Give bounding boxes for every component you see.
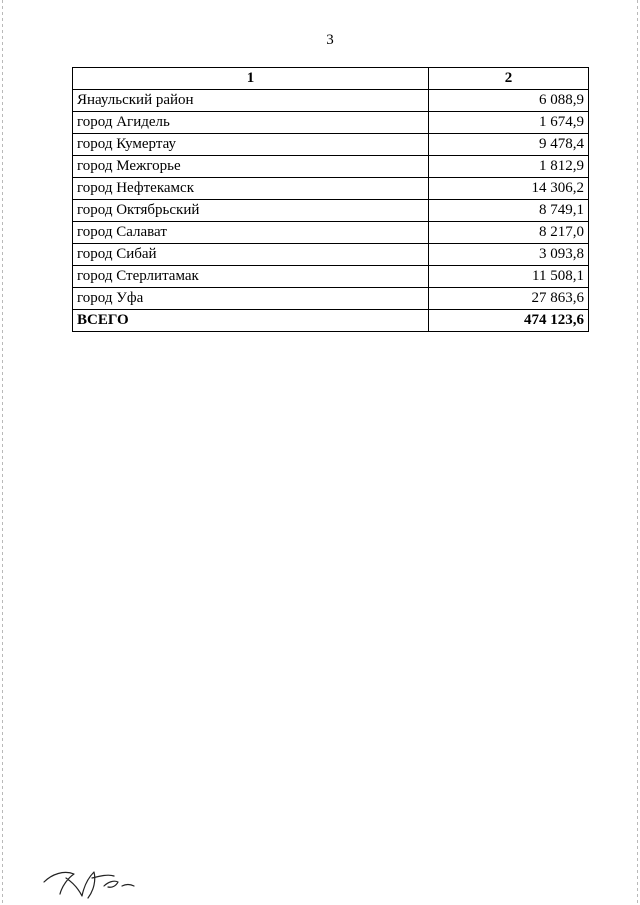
- table-row: [73, 156, 589, 178]
- row-value: 6 088,9: [429, 90, 589, 112]
- data-table: [72, 67, 589, 332]
- row-name: Янаульский район: [73, 90, 429, 112]
- row-value: 1 674,9: [429, 112, 589, 134]
- table-row: [73, 112, 589, 134]
- table-row: [73, 200, 589, 222]
- row-name: город Агидель: [73, 112, 429, 134]
- column-header-1: 1: [73, 68, 429, 90]
- row-name: город Уфа: [73, 288, 429, 310]
- total-label: ВСЕГО: [73, 310, 429, 332]
- row-name: город Межгорье: [73, 156, 429, 178]
- row-name: город Салават: [73, 222, 429, 244]
- handwritten-signature: [38, 852, 148, 904]
- table-row: [73, 244, 589, 266]
- row-value: 3 093,8: [429, 244, 589, 266]
- column-header-2: 2: [429, 68, 589, 90]
- row-name: город Кумертау: [73, 134, 429, 156]
- row-name: город Нефтекамск: [73, 178, 429, 200]
- total-value: 474 123,6: [429, 310, 589, 332]
- row-value: 1 812,9: [429, 156, 589, 178]
- row-value: 14 306,2: [429, 178, 589, 200]
- row-value: 8 217,0: [429, 222, 589, 244]
- table-row: [73, 178, 589, 200]
- table-row: [73, 222, 589, 244]
- row-value: 27 863,6: [429, 288, 589, 310]
- row-value: 8 749,1: [429, 200, 589, 222]
- page-left-edge: [2, 0, 3, 905]
- row-name: город Стерлитамак: [73, 266, 429, 288]
- row-value: 9 478,4: [429, 134, 589, 156]
- page-right-edge: [637, 0, 638, 905]
- row-value: 11 508,1: [429, 266, 589, 288]
- total-row: [73, 310, 589, 332]
- table-row: [73, 134, 589, 156]
- table-header-row: [73, 68, 589, 90]
- table-row: [73, 90, 589, 112]
- table-row: [73, 266, 589, 288]
- table-row: [73, 288, 589, 310]
- page-number: 3: [326, 32, 334, 48]
- row-name: город Октябрьский: [73, 200, 429, 222]
- row-name: город Сибай: [73, 244, 429, 266]
